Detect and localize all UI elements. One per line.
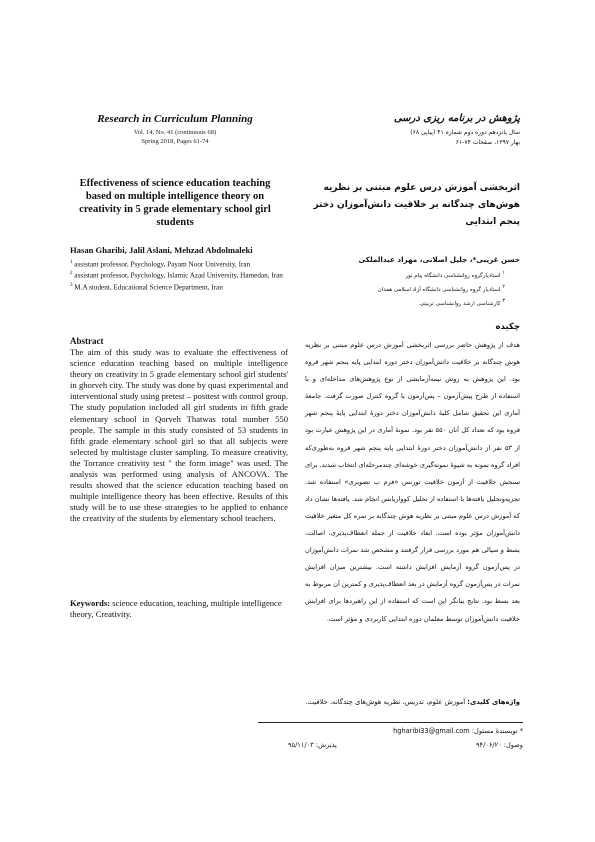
- pages-line-fa: بهار ۱۳۹۷، صفحات ۷۴-۶۱: [455, 139, 520, 146]
- article-dates: [258, 741, 523, 755]
- keywords-list-fa: آموزش علوم، تدریس، نظریه هوش‌های چندگانه، خلاقیت.: [305, 698, 466, 706]
- affiliation-en: $^2$ assistant professor, Psychology, Islamic Azad University, Hamedan, Iran: [70, 271, 283, 280]
- authors-en: Hasan Gharibi, Jalil Aslani, Mehzad Abdolmaleki: [70, 245, 253, 255]
- paper-title-fa: اثربخشی آموزش درس علوم مبتنی بر نظریه هوش‌های چندگانه بر خلاقیت دانش‌آموزان دختر پنجم ابتدایی: [313, 183, 520, 227]
- affiliation-fa: $^۳$ کارشناسی ارشد روانشناسی تربیتی: [419, 297, 505, 307]
- volume-line-en: Vol. 14, No. 41 (continuous 68): [133, 129, 217, 136]
- journal-title-en: Research in Curriculum Planning: [97, 113, 253, 125]
- corresponding-author: * نویسندهٔ مسئول: hgharibi33@gmail.com: [393, 727, 523, 735]
- keywords-list-en: science education, teaching, multiple intelligence theory, Creativity.: [70, 598, 282, 619]
- journal-volume-fa: [320, 128, 520, 148]
- abstract-text-en: The aim of this study was to evaluate the effectiveness of science education teaching based on multiple intelligence theory on creativity in 5 grade elementary school girl students' in ghorveh city. The study was done by quasi experimental and interventional study using pretest – posttest with control group. The study population included all girl students in fifth grade elementary school in Qorveh Thatwas total number 550 people. The sample in this study consisted of 53 students in fifth grade elementary school girl so that all subjects were selected by multistage cluster sampling. To measure creativity, the Torrance creativity test " the form image" was used. The analysis was performed using analysis of ANCOVA. The results showed that the science education teaching based on multiple intelligence theory has been effective. Results of this study will be to use these strategies to be applied to enhance the creativity of the students by elementary school teachers.: [70, 347, 288, 524]
- received-date: وصول: ۹۴/۰۶/۲۰: [475, 741, 523, 749]
- journal-title-fa: پژوهش در برنامه ریزی درسی: [393, 113, 520, 124]
- affiliations-fa: [305, 268, 505, 309]
- affiliation-fa: $^۱$ استادیارگروه روانشناسی دانشگاه پیام نور: [405, 270, 505, 279]
- keywords-fa: [305, 695, 520, 710]
- abstract-heading-fa: چکیده: [495, 322, 520, 332]
- affiliations-en: [70, 258, 290, 292]
- authors-fa: حسن غریبی*، جلیل اصلانی، مهزاد عبدالملکی: [358, 255, 520, 264]
- affiliation-en: $^3$ M.A student, Educational Science Department, Iran: [70, 282, 223, 292]
- volume-line-fa: سال پانزدهم دوره دوم شماره ۴۱ (پیاپی ۶۸): [410, 129, 520, 136]
- journal-volume-en: [70, 128, 280, 146]
- accepted-date: پذیرش: ۹۵/۱۱/۰۳: [288, 741, 337, 749]
- pages-line-en: Spring 2018, Pages 61-74: [141, 138, 209, 145]
- keywords-label-fa: واژه‌های کلیدی:: [467, 698, 520, 706]
- footnote-divider: [258, 722, 523, 723]
- keywords-en: [70, 598, 288, 620]
- abstract-heading-en: Abstract: [70, 336, 104, 346]
- abstract-text-fa: هدف از پژوهش حاضر بررسی اثربخشی آموزش درس علوم مبتنی بر نظریه هوش چندگانه بر خلاقیت دانش‌آموزان دختر دوره ابتدایی پایه پنجم شهر قروه بود. این پژوهش به روش نیمه‌آزمایشی از نوع پژوهش‌های مداخله‌ای و با استفاده از طرح پیش‌آزمون – پس‌آزمون با گروه کنترل صورت گرفت. جامعهٔ آماری این تحقیق شامل کلیهٔ دانش‌آموزان دختر دورهٔ ابتدایی پایهٔ پنجم شهر قروه بود که تعداد کل آنان ۵۵۰ نفر بود. نمونهٔ آماری در این پژوهش عبارت بود از ۵۳ نفر از دانش‌آموزان دختر دورهٔ ابتدایی پایه پنجم شهر قروه به‌طوری‌که افراد گروه نمونه به شیوهٔ نمونه‌گیری خوشه‌ای چندمرحله‌ای انتخاب شدند. برای سنجش خلاقیت از آزمون خلاقیت تورنس «فرم ب تصویری» استفاده شد. تجزیه‌وتحلیل یافته‌ها با استفاده از تحلیل کوواریانس انجام شد. یافته‌ها نشان داد که آموزش درس علوم مبتنی بر نظریه هوش چندگانه بر نمره کل متغیر خلاقیت دانش‌آموزان مؤثر بوده است. ابعاد خلاقیت از جمله انعطاف‌پذیری، اصالت، بسط و سیالی هم مورد بررسی قرار گرفتند و مشخص شد نمرات دانش‌آموزان در پس‌آزمون گروه آزمایش افزایش داشته است. بیشترین میزان افزایش نمرات در پس‌آزمون گروه آزمایش در بعد انعطاف‌پذیری و کمترین آن مربوط به بعد بسط بود. نتایج بیانگر این است که استفاده از این راهبردها برای افزایش خلاقیت دانش‌آموزان توسط معلمان دوره ابتدایی کاربردی و مؤثر است.: [305, 341, 520, 623]
- affiliation-fa: $^۲$ استادیار گروه روانشناسی دانشگاه آزاد اسلامی همدان: [377, 283, 505, 293]
- affiliation-en: $^1$ assistant professor, Psychology, Payam Noor University, Iran: [70, 260, 251, 269]
- paper-title-en: Effectiveness of science education teaching based on multiple intelligence theory on creativity in 5 grade elementary school girl students: [79, 178, 271, 228]
- keywords-label-en: Keywords:: [70, 598, 111, 608]
